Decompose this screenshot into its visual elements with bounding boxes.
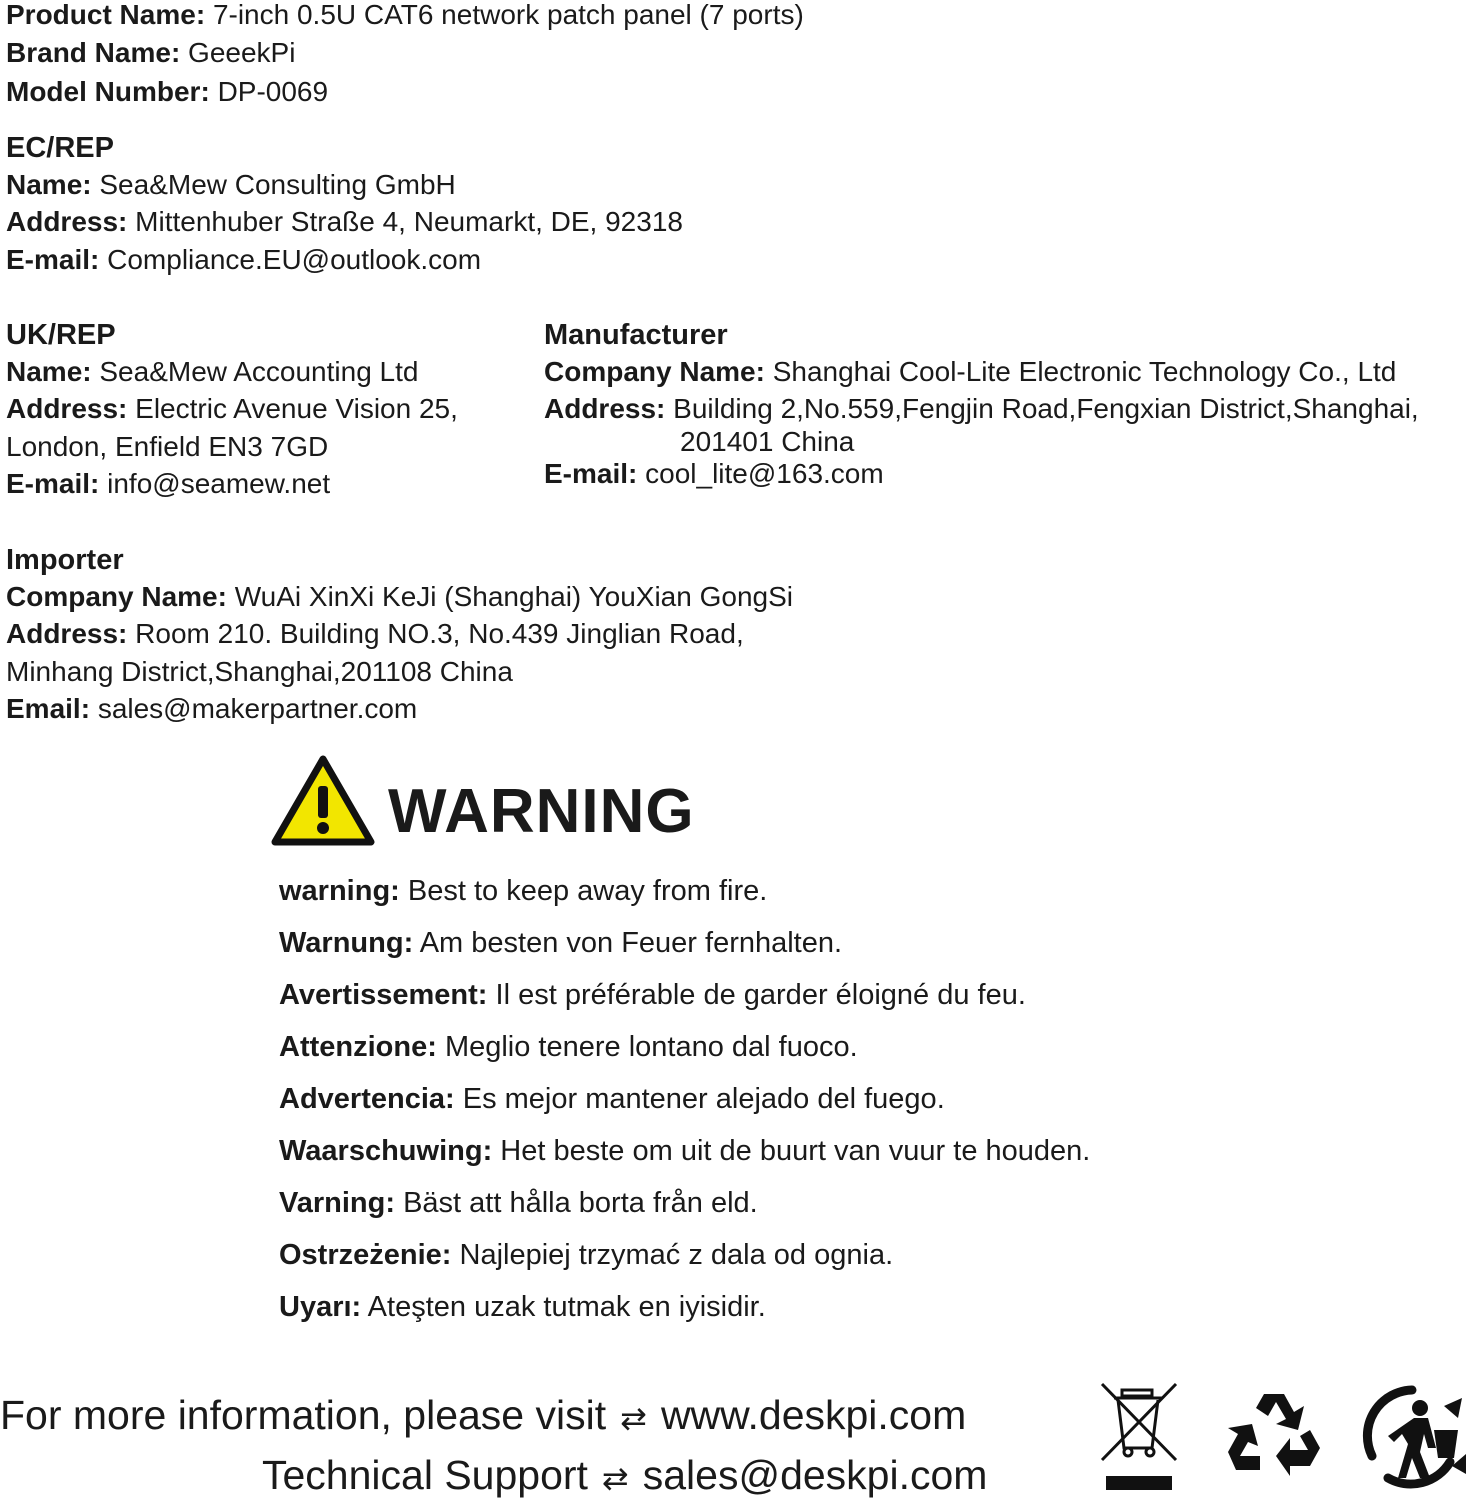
ec-rep-name-row [6,167,456,203]
recycle-icon [1226,1386,1322,1482]
warning-line-label: Waarschuwing: [279,1135,493,1167]
uk-rep-address-row [6,391,458,427]
manufacturer-email-value: cool_lite@163.com [645,458,884,489]
brand-label: Brand Name: [6,37,181,68]
warning-line [279,873,767,909]
uk-rep-email-row [6,466,330,502]
footer-support-text: Technical Support [262,1452,588,1498]
importer-email-row [6,691,417,727]
brand-row [6,35,295,71]
warning-line [279,1081,945,1117]
manufacturer-address-label: Address: [544,393,666,424]
tidyman-recycle-icon [1358,1382,1470,1490]
importer-title: Importer [6,544,124,576]
manufacturer-company-row [544,354,1396,390]
importer-email-label: Email: [6,693,91,724]
uk-rep-email-label: E-mail: [6,468,100,499]
warning-line-text: Bäst att hålla borta från eld. [403,1187,758,1219]
warning-line-text: Meglio tenere lontano dal fuoco. [444,1031,858,1063]
warning-line-label: Avertissement: [279,979,488,1011]
manufacturer-email-row [544,456,884,492]
manufacturer-title: Manufacturer [544,319,728,351]
warning-line-text: Ateşten uzak tutmak en iyisidir. [367,1291,766,1323]
warning-line-text: Am besten von Feuer fernhalten. [419,927,843,959]
model-label: Model Number: [6,76,210,107]
warning-line [279,1237,893,1273]
uk-rep-email-value: info@seamew.net [107,468,331,499]
ec-rep-name-value: Sea&Mew Consulting GmbH [99,169,456,200]
footer-support-row [262,1450,987,1503]
importer-address-row [6,616,744,652]
warning-triangle-icon [270,754,376,848]
ec-rep-name-label: Name: [6,169,92,200]
manufacturer-address-row [544,391,1419,427]
uk-rep-name-value: Sea&Mew Accounting Ltd [99,356,419,387]
uk-rep-address-line-2: London, Enfield EN3 7GD [6,431,329,462]
weee-crossed-bin-icon [1098,1380,1180,1492]
importer-address-line-2: Minhang District,Shanghai,201108 China [6,656,513,687]
ec-rep-email-value: Compliance.EU@outlook.com [107,244,482,275]
ec-rep-email-label: E-mail: [6,244,100,275]
footer-info-row [0,1390,966,1443]
footer-website-link[interactable]: www.deskpi.com [660,1392,967,1438]
footer-support-email-link[interactable]: sales@deskpi.com [642,1452,988,1498]
warning-line [279,977,1026,1013]
warning-line-label: Ostrzeżenie: [279,1239,452,1271]
uk-rep-address-label: Address: [6,393,128,424]
warning-line-text: Najlepiej trzymać z dala od ognia. [459,1239,894,1271]
swap-arrows-icon: ⇄ [620,1400,647,1436]
warning-title: WARNING [388,777,695,846]
ec-rep-address-label: Address: [6,206,128,237]
swap-arrows-icon: ⇄ [601,1460,629,1496]
manufacturer-address-line-2: 201401 China [680,426,855,457]
uk-rep-name-row [6,354,418,390]
uk-rep-name-label: Name: [6,356,92,387]
warning-line-label: Attenzione: [279,1031,437,1063]
importer-address-label: Address: [6,618,128,649]
warning-line [279,1133,1090,1169]
importer-company-value: WuAi XinXi KeJi (Shanghai) YouXian GongSi [234,581,793,612]
warning-line-text: Het beste om uit de buurt van vuur te houden. [500,1135,1091,1167]
importer-company-row [6,579,793,615]
ec-rep-address-value: Mittenhuber Straße 4, Neumarkt, DE, 92318 [135,206,683,237]
manufacturer-address-value-1: Building 2,No.559,Fengjin Road,Fengxian District,Shanghai, [673,393,1419,424]
warning-line-label: Advertencia: [279,1083,455,1115]
warning-line [279,1029,858,1065]
importer-email-value: sales@makerpartner.com [97,693,418,724]
warning-line-text: Es mejor mantener alejado del fuego. [462,1083,945,1115]
product-name-row [6,0,804,33]
warning-line [279,1289,766,1325]
importer-company-label: Company Name: [6,581,227,612]
model-row [6,74,328,110]
brand-value: GeeekPi [188,37,296,68]
product-name-value: 7-inch 0.5U CAT6 network patch panel (7 ports) [212,0,804,30]
manufacturer-company-label: Company Name: [544,356,765,387]
ec-rep-title: EC/REP [6,132,114,164]
importer-address-value-1: Room 210. Building NO.3, No.439 Jinglian Road, [135,618,744,649]
ec-rep-email-row [6,242,481,278]
ec-rep-address-row [6,204,683,240]
uk-rep-title: UK/REP [6,319,116,351]
model-value: DP-0069 [217,76,329,107]
product-name-label: Product Name: [6,0,206,30]
warning-line-label: Warnung: [279,927,414,959]
warning-line-label: Varning: [279,1187,396,1219]
uk-rep-address-value-1: Electric Avenue Vision 25, [135,393,458,424]
warning-line-label: warning: [279,875,400,907]
manufacturer-email-label: E-mail: [544,458,638,489]
warning-line-text: Il est préférable de garder éloigné du feu. [495,979,1026,1011]
warning-line-label: Uyarı: [279,1291,362,1323]
warning-line [279,1185,758,1221]
warning-line-text: Best to keep away from fire. [407,875,768,907]
manufacturer-company-value: Shanghai Cool-Lite Electronic Technology Co., Ltd [772,356,1397,387]
warning-line [279,925,842,961]
footer-info-text: For more information, please visit [0,1392,607,1438]
